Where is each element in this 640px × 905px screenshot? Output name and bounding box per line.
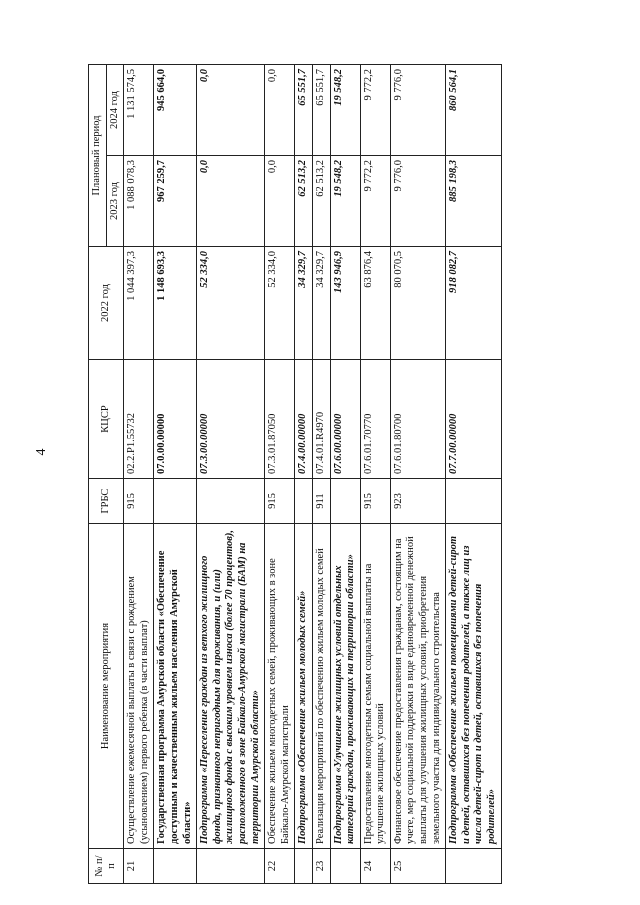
table-row bbox=[154, 65, 197, 884]
row-num bbox=[330, 849, 360, 884]
row-2022: 1 044 397,3 bbox=[124, 247, 154, 360]
row-name: Государственная программа Амурской области «Обеспечение доступным и качественным жильем населения Амурской области» bbox=[154, 524, 197, 849]
row-grbs bbox=[197, 479, 265, 524]
row-2023: 9 776,0 bbox=[390, 156, 445, 247]
row-2024: 9 776,0 bbox=[390, 65, 445, 156]
budget-table bbox=[88, 64, 502, 884]
row-2024: 65 551,7 bbox=[312, 65, 330, 156]
row-num bbox=[197, 849, 265, 884]
row-2024: 65 551,7 bbox=[295, 65, 313, 156]
row-num: 21 bbox=[124, 849, 154, 884]
header-plan-period: Плановый период bbox=[89, 65, 107, 247]
row-kcsr: 07.6.01.80700 bbox=[390, 360, 445, 479]
row-2024: 0,0 bbox=[265, 65, 295, 156]
row-grbs bbox=[446, 479, 501, 524]
row-grbs bbox=[154, 479, 197, 524]
row-grbs bbox=[330, 479, 360, 524]
row-2022: 63 876,4 bbox=[360, 247, 390, 360]
table-row bbox=[312, 65, 330, 884]
row-2022: 1 148 693,3 bbox=[154, 247, 197, 360]
row-kcsr: 07.7.00.00000 bbox=[446, 360, 501, 479]
row-kcsr: 07.4.00.00000 bbox=[295, 360, 313, 479]
row-name: Подпрограмма «Улучшение жилищных условий отдельных категорий граждан, проживающих на территории области» bbox=[330, 524, 360, 849]
row-num bbox=[295, 849, 313, 884]
row-num: 25 bbox=[390, 849, 445, 884]
table-row bbox=[124, 65, 154, 884]
row-2022: 52 334,0 bbox=[197, 247, 265, 360]
row-name: Подпрограмма «Переселение граждан из ветхого жилищного фонда, признанного непригодным для проживания, и (или) жилищного фонда с высоким уровнем износа (более 70 процентов), расположенного в зоне Байкало-Амурской магистрали (БАМ) на территории Амурской области» bbox=[197, 524, 265, 849]
row-2022: 80 070,5 bbox=[390, 247, 445, 360]
row-2023: 885 198,3 bbox=[446, 156, 501, 247]
table-body bbox=[124, 65, 501, 884]
row-2022: 34 329,7 bbox=[295, 247, 313, 360]
row-2024: 1 131 574,5 bbox=[124, 65, 154, 156]
row-kcsr: 07.0.00.00000 bbox=[154, 360, 197, 479]
row-grbs bbox=[295, 479, 313, 524]
row-2022: 143 946,9 bbox=[330, 247, 360, 360]
row-2024: 860 564,1 bbox=[446, 65, 501, 156]
row-name: Подпрограмма «Обеспечение жильем молодых семей» bbox=[295, 524, 313, 849]
row-name: Осуществление ежемесячной выплаты в связи с рождением (усыновлением) первого ребенка (в части выплат) bbox=[124, 524, 154, 849]
row-grbs: 923 bbox=[390, 479, 445, 524]
row-num: 23 bbox=[312, 849, 330, 884]
header-num: № п/п bbox=[89, 849, 124, 884]
row-num: 24 bbox=[360, 849, 390, 884]
row-2023: 0,0 bbox=[197, 156, 265, 247]
header-2024: 2024 год bbox=[106, 65, 124, 156]
table-row bbox=[295, 65, 313, 884]
row-2023: 62 513,2 bbox=[295, 156, 313, 247]
row-2023: 0,0 bbox=[265, 156, 295, 247]
row-grbs: 915 bbox=[360, 479, 390, 524]
row-2024: 19 548,2 bbox=[330, 65, 360, 156]
row-kcsr: 07.6.00.00000 bbox=[330, 360, 360, 479]
table-row bbox=[330, 65, 360, 884]
table-row bbox=[360, 65, 390, 884]
row-kcsr: 07.6.01.70770 bbox=[360, 360, 390, 479]
row-name: Реализация мероприятий по обеспечению жильем молодых семей bbox=[312, 524, 330, 849]
row-2024: 9 772,2 bbox=[360, 65, 390, 156]
row-num bbox=[446, 849, 501, 884]
header-name: Наименование мероприятия bbox=[89, 524, 124, 849]
row-2024: 945 664,0 bbox=[154, 65, 197, 156]
row-num: 22 bbox=[265, 849, 295, 884]
row-name: Предоставление многодетным семьям социальной выплаты на улучшение жилищных условий bbox=[360, 524, 390, 849]
row-grbs: 915 bbox=[265, 479, 295, 524]
header-2022: 2022 год bbox=[89, 247, 124, 360]
row-num bbox=[154, 849, 197, 884]
row-kcsr: 02.2.P1.55732 bbox=[124, 360, 154, 479]
row-2022: 34 329,7 bbox=[312, 247, 330, 360]
table-row bbox=[446, 65, 501, 884]
rotated-table-container bbox=[88, 64, 604, 884]
row-2023: 9 772,2 bbox=[360, 156, 390, 247]
row-2023: 1 088 078,3 bbox=[124, 156, 154, 247]
row-2024: 0,0 bbox=[197, 65, 265, 156]
header-2023: 2023 год bbox=[106, 156, 124, 247]
row-kcsr: 07.4.01.R4970 bbox=[312, 360, 330, 479]
row-2023: 967 259,7 bbox=[154, 156, 197, 247]
row-kcsr: 07.3.01.87050 bbox=[265, 360, 295, 479]
row-name: Обеспечение жильем многодетных семей, проживающих в зоне Байкало-Амурской магистрали bbox=[265, 524, 295, 849]
row-name: Финансовое обеспечение предоставления гражданам, состоящим на учете, мер социальной поддержки в виде единовременной денежной выплаты для улучшения жилищных условий, приобретения земельного участка для индивидуального строительства bbox=[390, 524, 445, 849]
row-2022: 918 082,7 bbox=[446, 247, 501, 360]
header-row-1 bbox=[89, 65, 107, 884]
row-name: Подпрограмма «Обеспечение жильем помещениями детей-сирот и детей, оставшихся без попечения родителей, а также лиц из числа детей-сирот и детей, оставшихся без попечения родителей» bbox=[446, 524, 501, 849]
table-row bbox=[197, 65, 265, 884]
row-kcsr: 07.3.00.00000 bbox=[197, 360, 265, 479]
page-number: 4 bbox=[34, 448, 49, 456]
row-grbs: 915 bbox=[124, 479, 154, 524]
header-kcsr: КЦСР bbox=[89, 360, 124, 479]
row-grbs: 911 bbox=[312, 479, 330, 524]
row-2023: 19 548,2 bbox=[330, 156, 360, 247]
header-grbs: ГРБС bbox=[89, 479, 124, 524]
row-2023: 62 513,2 bbox=[312, 156, 330, 247]
table-row bbox=[390, 65, 445, 884]
table-row bbox=[265, 65, 295, 884]
row-2022: 52 334,0 bbox=[265, 247, 295, 360]
